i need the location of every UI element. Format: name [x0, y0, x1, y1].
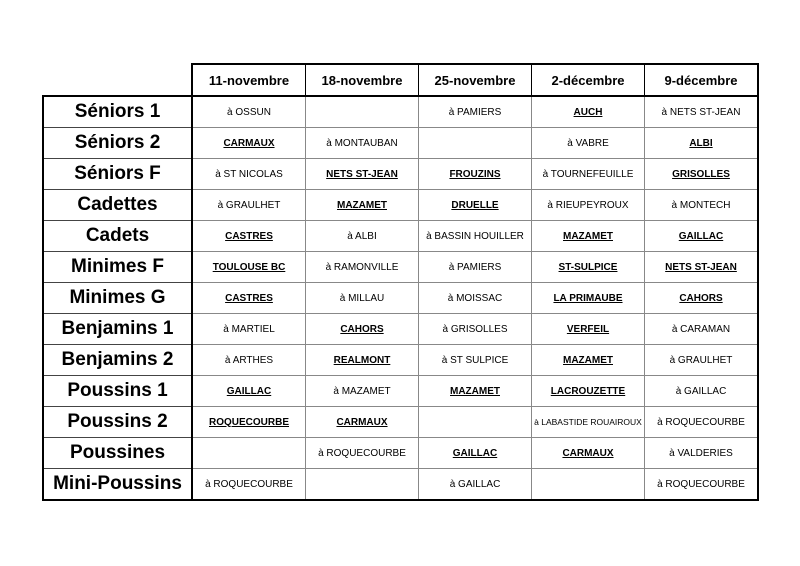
team-row	[43, 96, 758, 128]
team-name: Poussins 1	[43, 376, 192, 407]
home-match-cell: NETS ST-JEAN	[306, 159, 419, 190]
home-match-cell: FROUZINS	[419, 159, 532, 190]
match-cell: à RAMONVILLE	[306, 252, 419, 283]
home-match-cell: DRUELLE	[419, 190, 532, 221]
match-cell: à GRAULHET	[645, 345, 759, 376]
match-cell: à GAILLAC	[419, 469, 532, 501]
home-match-cell: GAILLAC	[645, 221, 759, 252]
match-cell: à MONTAUBAN	[306, 128, 419, 159]
match-cell: à ALBI	[306, 221, 419, 252]
match-cell	[306, 96, 419, 128]
team-row	[43, 252, 758, 283]
corner-cell	[43, 64, 192, 96]
match-cell: à GRISOLLES	[419, 314, 532, 345]
match-cell	[192, 438, 306, 469]
home-match-cell: CARMAUX	[532, 438, 645, 469]
home-match-cell: MAZAMET	[532, 221, 645, 252]
home-match-cell: ST-SULPICE	[532, 252, 645, 283]
team-name: Cadettes	[43, 190, 192, 221]
match-cell: à VABRE	[532, 128, 645, 159]
home-match-cell: ALBI	[645, 128, 759, 159]
match-cell: à RIEUPEYROUX	[532, 190, 645, 221]
home-match-cell: MAZAMET	[532, 345, 645, 376]
team-row	[43, 376, 758, 407]
team-row	[43, 345, 758, 376]
match-cell: à ST SULPICE	[419, 345, 532, 376]
date-header: 18-novembre	[306, 64, 419, 96]
home-match-cell: MAZAMET	[419, 376, 532, 407]
match-cell: à PAMIERS	[419, 96, 532, 128]
team-name: Benjamins 1	[43, 314, 192, 345]
team-row	[43, 159, 758, 190]
match-cell: à MAZAMET	[306, 376, 419, 407]
match-cell: à MARTIEL	[192, 314, 306, 345]
header-row	[43, 64, 758, 96]
home-match-cell: AUCH	[532, 96, 645, 128]
match-cell	[419, 128, 532, 159]
team-name: Benjamins 2	[43, 345, 192, 376]
home-match-cell: CAHORS	[306, 314, 419, 345]
match-cell: à NETS ST-JEAN	[645, 96, 759, 128]
home-match-cell: NETS ST-JEAN	[645, 252, 759, 283]
team-name: Poussines	[43, 438, 192, 469]
match-cell: à ROQUECOURBE	[645, 407, 759, 438]
schedule-table	[42, 63, 759, 501]
match-cell: à MOISSAC	[419, 283, 532, 314]
home-match-cell: LACROUZETTE	[532, 376, 645, 407]
match-cell: à ROQUECOURBE	[192, 469, 306, 501]
date-header: 25-novembre	[419, 64, 532, 96]
team-name: Mini-Poussins	[43, 469, 192, 501]
match-cell: à OSSUN	[192, 96, 306, 128]
match-cell: à GRAULHET	[192, 190, 306, 221]
home-match-cell: REALMONT	[306, 345, 419, 376]
date-header: 11-novembre	[192, 64, 306, 96]
match-cell: à MONTECH	[645, 190, 759, 221]
team-row	[43, 283, 758, 314]
home-match-cell: VERFEIL	[532, 314, 645, 345]
date-header: 2-décembre	[532, 64, 645, 96]
match-cell	[419, 407, 532, 438]
team-row	[43, 221, 758, 252]
home-match-cell: CARMAUX	[192, 128, 306, 159]
home-match-cell: CARMAUX	[306, 407, 419, 438]
team-name: Séniors 1	[43, 96, 192, 128]
match-cell: à VALDERIES	[645, 438, 759, 469]
date-header: 9-décembre	[645, 64, 759, 96]
match-cell	[532, 469, 645, 501]
team-name: Séniors 2	[43, 128, 192, 159]
match-cell: à MILLAU	[306, 283, 419, 314]
match-cell: à TOURNEFEUILLE	[532, 159, 645, 190]
match-cell: à ARTHES	[192, 345, 306, 376]
home-match-cell: CAHORS	[645, 283, 759, 314]
home-match-cell: GAILLAC	[192, 376, 306, 407]
team-name: Séniors F	[43, 159, 192, 190]
team-name: Poussins 2	[43, 407, 192, 438]
home-match-cell: CASTRES	[192, 221, 306, 252]
home-match-cell: LA PRIMAUBE	[532, 283, 645, 314]
match-cell: à ROQUECOURBE	[306, 438, 419, 469]
match-cell: à ST NICOLAS	[192, 159, 306, 190]
schedule-body	[43, 96, 758, 500]
home-match-cell: TOULOUSE BC	[192, 252, 306, 283]
match-cell: à PAMIERS	[419, 252, 532, 283]
match-cell: à GAILLAC	[645, 376, 759, 407]
home-match-cell: ROQUECOURBE	[192, 407, 306, 438]
home-match-cell: CASTRES	[192, 283, 306, 314]
team-name: Minimes G	[43, 283, 192, 314]
team-row	[43, 469, 758, 501]
match-cell: à LABASTIDE ROUAIROUX	[532, 407, 645, 438]
team-row	[43, 314, 758, 345]
home-match-cell: GAILLAC	[419, 438, 532, 469]
home-match-cell: MAZAMET	[306, 190, 419, 221]
match-cell	[306, 469, 419, 501]
team-row	[43, 190, 758, 221]
team-row	[43, 407, 758, 438]
match-cell: à BASSIN HOUILLER	[419, 221, 532, 252]
match-cell: à ROQUECOURBE	[645, 469, 759, 501]
home-match-cell: GRISOLLES	[645, 159, 759, 190]
team-row	[43, 128, 758, 159]
team-row	[43, 438, 758, 469]
team-name: Cadets	[43, 221, 192, 252]
match-cell: à CARAMAN	[645, 314, 759, 345]
team-name: Minimes F	[43, 252, 192, 283]
